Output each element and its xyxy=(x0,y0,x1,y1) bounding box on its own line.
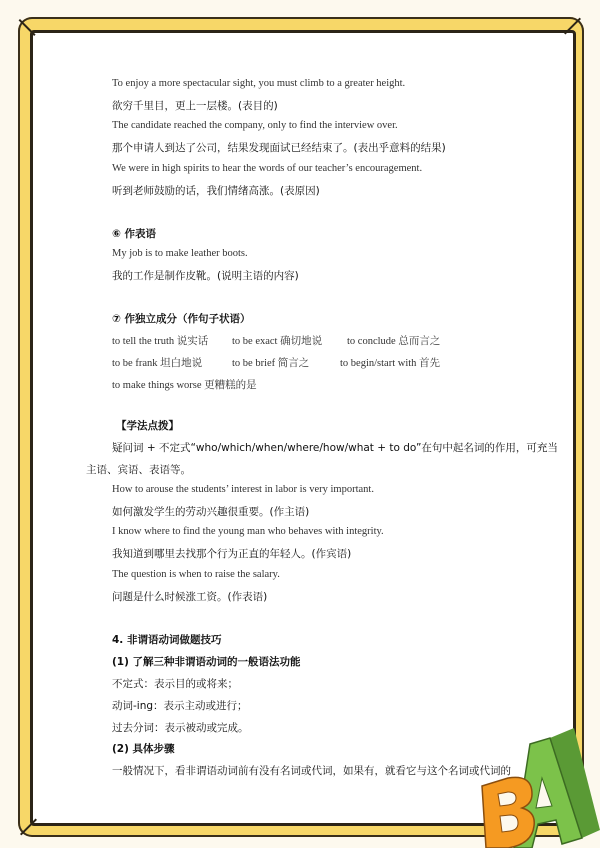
example-sentence-en: How to arouse the students’ interest in labor is very important. xyxy=(112,484,374,495)
steps-paragraph: 一般情况下，看非谓语动词前有没有名词或代词，如果有，就看它与这个名词或代词的 xyxy=(112,765,511,777)
function-item: 过去分词：表示被动或完成。 xyxy=(112,722,249,734)
phrase-item: to be exact 确切地说 xyxy=(232,336,323,347)
section-heading: 4. 非谓语动词做题技巧 xyxy=(112,634,222,646)
example-sentence-en: The question is when to raise the salary. xyxy=(112,569,280,580)
phrase-item: to be frank 坦白地说 xyxy=(112,358,203,369)
example-sentence-zh: 听到老师鼓励的话，我们情绪高涨。(表原因) xyxy=(112,185,320,197)
example-sentence-en: My job is to make leather boots. xyxy=(112,248,248,259)
phrase-item: to tell the truth 说实话 xyxy=(112,336,209,347)
subsection-heading: (1) 了解三种非谓语动词的一般语法功能 xyxy=(112,656,301,668)
tips-heading: 【学法点拨】 xyxy=(116,420,179,432)
example-sentence-zh: 如何激发学生的劳动兴趣很重要。(作主语) xyxy=(112,506,310,518)
letter-b-icon xyxy=(482,777,534,848)
example-sentence-zh: 我的工作是制作皮靴。(说明主语的内容) xyxy=(112,270,299,282)
decorative-letters xyxy=(478,720,600,848)
example-sentence-en: The candidate reached the company, only to find the interview over. xyxy=(112,120,398,131)
tips-paragraph: 疑问词 + 不定式“who/which/when/where/how/what + to do”在句中起名词的作用，可充当 xyxy=(112,442,558,454)
function-item: 动词-ing：表示主动或进行； xyxy=(112,700,248,712)
phrase-item: to be brief 简言之 xyxy=(232,358,310,369)
section-heading: ⑦ 作独立成分（作句子状语） xyxy=(112,313,251,325)
example-sentence-en: To enjoy a more spectacular sight, you must climb to a greater height. xyxy=(112,78,406,89)
example-sentence-en: I know where to find the young man who behaves with integrity. xyxy=(112,526,384,537)
example-sentence-zh: 那个申请人到达了公司，结果发现面试已经结束了。(表出乎意料的结果) xyxy=(112,142,446,154)
tips-paragraph: 主语、宾语、表语等。 xyxy=(86,464,191,476)
section-heading: ⑥ 作表语 xyxy=(112,228,157,240)
example-sentence-zh: 欲穷千里目，更上一层楼。(表目的) xyxy=(112,100,278,112)
phrase-item: to conclude 总而言之 xyxy=(347,336,441,347)
subsection-heading: (2) 具体步骤 xyxy=(112,743,175,755)
example-sentence-en: We were in high spirits to hear the words of our teacher’s encouragement. xyxy=(112,163,423,174)
phrase-item: to make things worse 更糟糕的是 xyxy=(112,380,257,391)
phrase-item: to begin/start with 首先 xyxy=(340,358,441,369)
example-sentence-zh: 我知道到哪里去找那个行为正直的年轻人。(作宾语) xyxy=(112,548,352,560)
example-sentence-zh: 问题是什么时候涨工资。(作表语) xyxy=(112,591,268,603)
function-item: 不定式：表示目的或将来； xyxy=(112,678,238,690)
